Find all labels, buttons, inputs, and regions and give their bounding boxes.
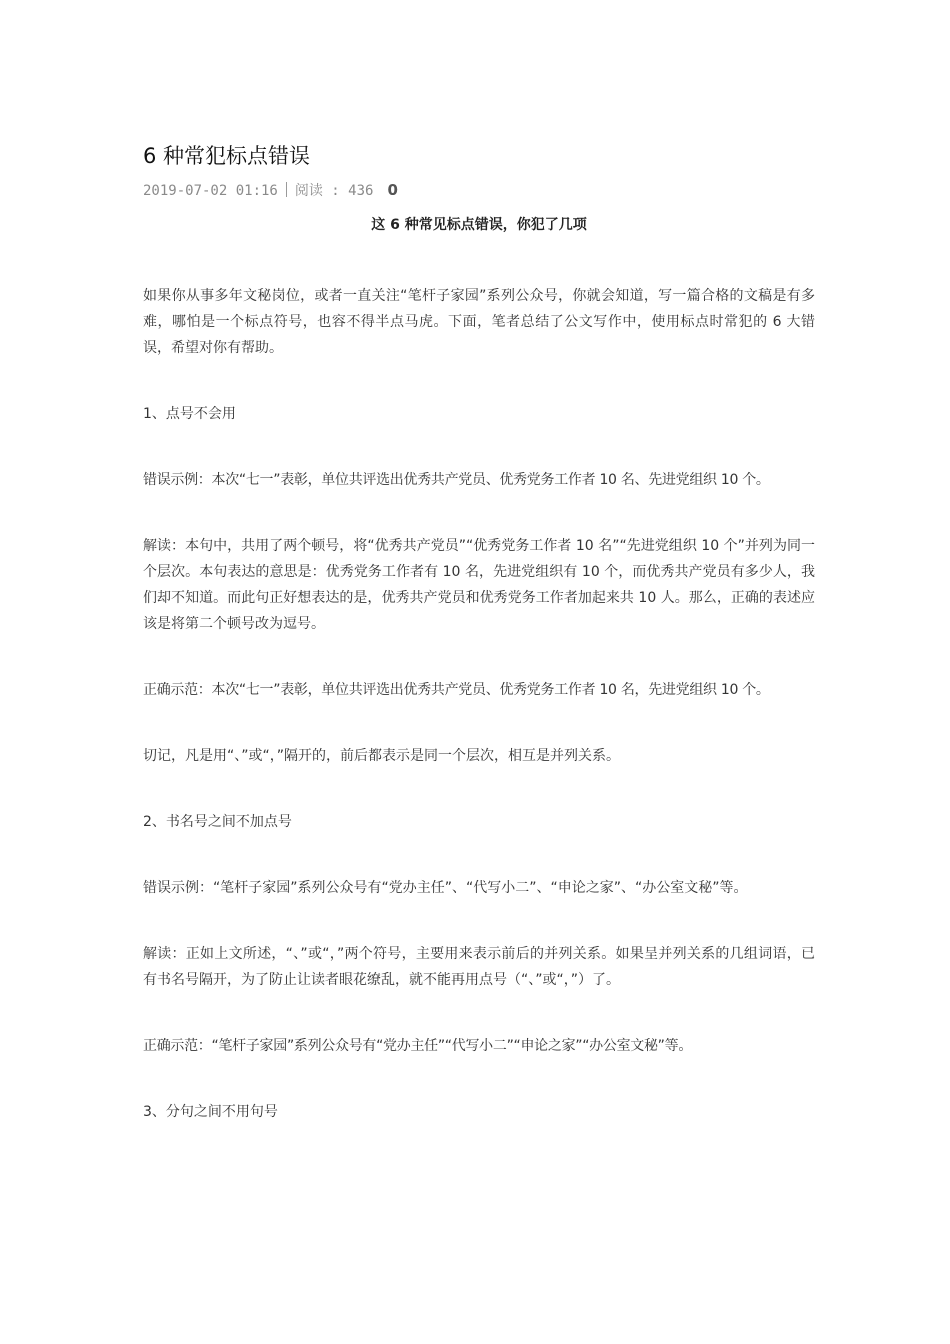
article-meta xyxy=(143,178,815,202)
article xyxy=(143,140,815,1125)
read-count: 阅读 : 436 xyxy=(294,183,374,199)
article-title: 6 种常犯标点错误 xyxy=(143,144,311,168)
section-heading-2: 2、书名号之间不加点号 xyxy=(143,814,292,830)
publish-datetime: 2019-07-02 01:16 xyxy=(143,183,278,199)
wrong-example-2: 错误示例：“笔杆子家园”系列公众号有“党办主任”、“代写小二”、“申论之家”、“办公室文秘”等。 xyxy=(143,880,748,896)
explanation-2: 解读：正如上文所述，“、”或“，”两个符号，主要用来表示前后的并列关系。如果呈并列关系的几组词语，已有书名号隔开，为了防止让读者眼花缭乱，就不能再用点号（“、”或“，”）了。 xyxy=(143,946,815,988)
section-heading-1: 1、点号不会用 xyxy=(143,406,236,422)
correct-example-1: 正确示范：本次“七一”表彰，单位共评选出优秀共产党员、优秀党务工作者 10 名，先进党组织 10 个。 xyxy=(143,682,770,698)
meta-divider xyxy=(286,182,287,197)
wrong-example-1: 错误示例：本次“七一”表彰，单位共评选出优秀共产党员、优秀党务工作者 10 名、先进党组织 10 个。 xyxy=(143,472,770,488)
article-subtitle: 这 6 种常见标点错误，你犯了几项 xyxy=(371,217,587,233)
reminder-paragraph: 切记，凡是用“、”或“，”隔开的，前后都表示是同一个层次，相互是并列关系。 xyxy=(143,748,621,764)
correct-example-2: 正确示范：“笔杆子家园”系列公众号有“党办主任”“代写小二”“申论之家”“办公室文秘”等。 xyxy=(143,1038,693,1054)
section-heading-3: 3、分句之间不用句号 xyxy=(143,1104,278,1120)
intro-paragraph: 如果你从事多年文秘岗位，或者一直关注“笔杆子家园”系列公众号，你就会知道，写一篇合格的文稿是有多难，哪怕是一个标点符号，也容不得半点马虎。下面，笔者总结了公文写作中，使用标点时常犯的 6 大错误，希望对你有帮助。 xyxy=(143,288,815,356)
like-count[interactable]: 0 xyxy=(387,181,398,199)
explanation-1: 解读：本句中，共用了两个顿号，将“优秀共产党员”“优秀党务工作者 10 名”“先进党组织 10 个”并列为同一个层次。本句表达的意思是：优秀党务工作者有 10 名，先进党组织有 10 个，而优秀共产党员有多少人，我们却不知道。而此句正好想表达的是，优秀共产党员和优秀党务工作者加起来共 10 人。那么，正确的表述应该是将第二个顿号改为逗号。 xyxy=(143,538,815,632)
